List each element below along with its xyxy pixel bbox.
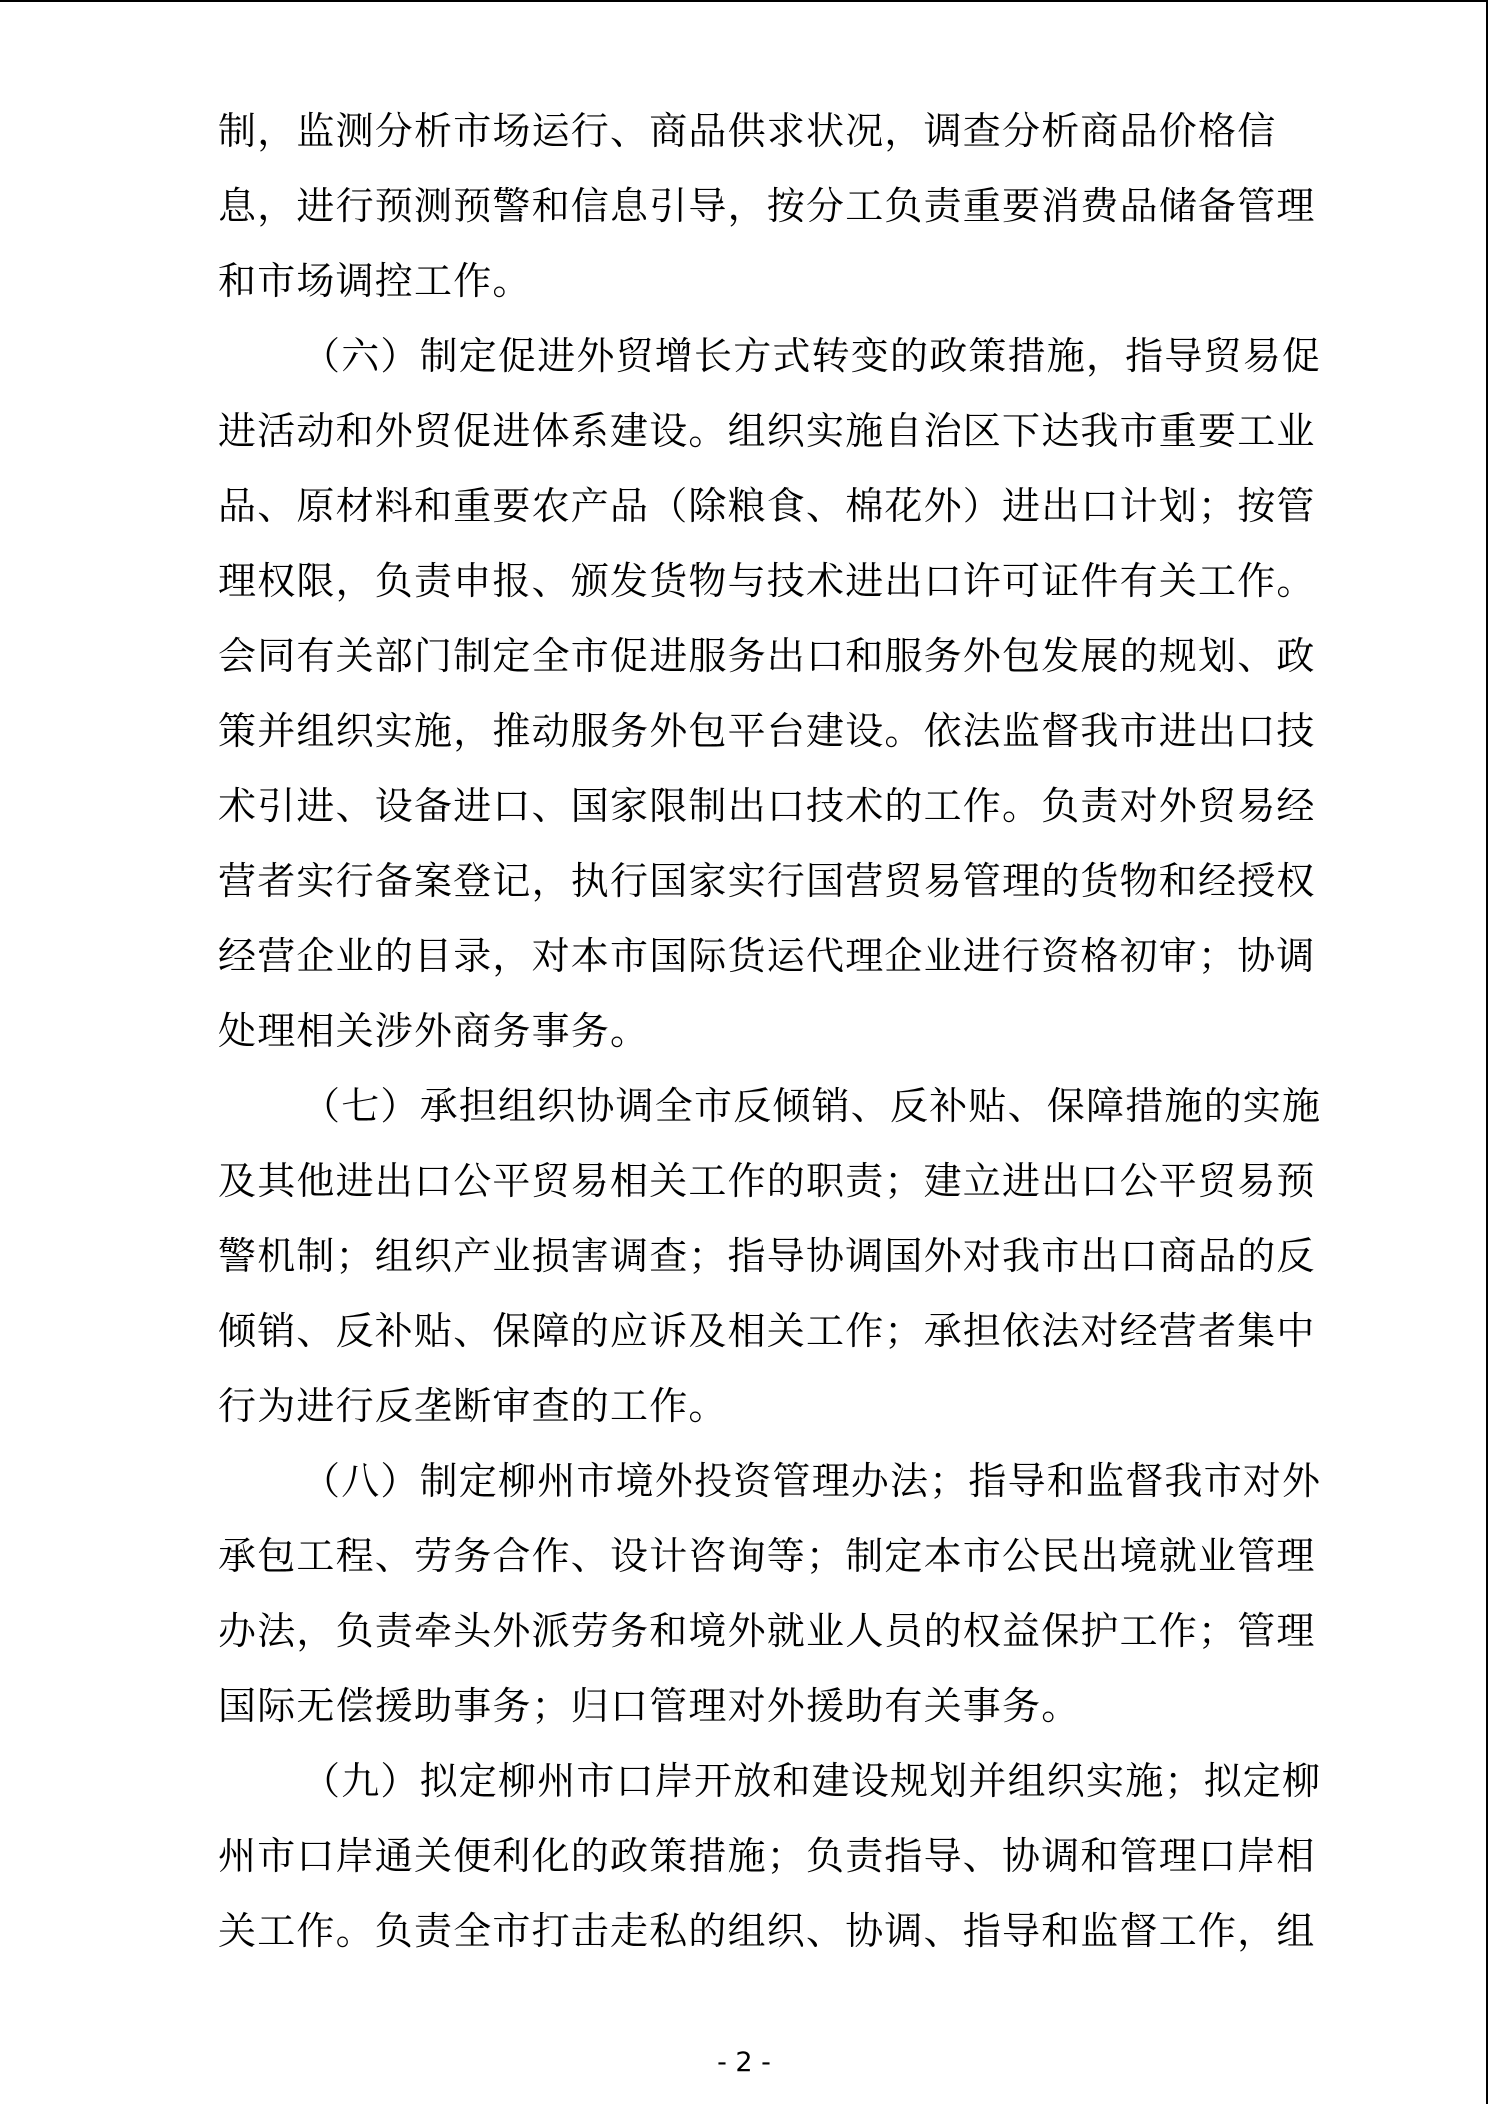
paragraph-start-7: （七）承担组织协调全市反倾销、反补贴、保障措施的实施 [302,1084,1322,1128]
text-line: 和市场调控工作。 [218,259,532,303]
text-line: 处理相关涉外商务事务。 [218,1009,650,1053]
text-line: 承包工程、劳务合作、设计咨询等；制定本市公民出境就业管理 [218,1534,1316,1578]
text-line: 息，进行预测预警和信息引导，按分工负责重要消费品储备管理 [218,184,1316,228]
page-number: - 2 - [717,2047,771,2078]
text-line: 警机制；组织产业损害调查；指导协调国外对我市出口商品的反 [218,1234,1316,1278]
paragraph-start-8: （八）制定柳州市境外投资管理办法；指导和监督我市对外 [302,1459,1322,1503]
text-line: 经营企业的目录，对本市国际货运代理企业进行资格初审；协调 [218,934,1316,978]
text-line: 及其他进出口公平贸易相关工作的职责；建立进出口公平贸易预 [218,1159,1316,1203]
text-line: 制，监测分析市场运行、商品供求状况，调查分析商品价格信 [218,109,1277,153]
text-line: 理权限，负责申报、颁发货物与技术进出口许可证件有关工作。 [218,559,1316,603]
text-line: 品、原材料和重要农产品（除粮食、棉花外）进出口计划；按管 [218,484,1316,528]
text-line: 策并组织实施，推动服务外包平台建设。依法监督我市进出口技 [218,709,1316,753]
text-line: 州市口岸通关便利化的政策措施；负责指导、协调和管理口岸相 [218,1834,1316,1878]
document-body [218,94,1322,1969]
text-line: 倾销、反补贴、保障的应诉及相关工作；承担依法对经营者集中 [218,1309,1316,1353]
text-line: 术引进、设备进口、国家限制出口技术的工作。负责对外贸易经 [218,784,1316,828]
text-line: 会同有关部门制定全市促进服务出口和服务外包发展的规划、政 [218,634,1316,678]
text-line: 进活动和外贸促进体系建设。组织实施自治区下达我市重要工业 [218,409,1316,453]
text-line: 国际无偿援助事务；归口管理对外援助有关事务。 [218,1684,1081,1728]
text-line: 关工作。负责全市打击走私的组织、协调、指导和监督工作，组 [218,1909,1316,1953]
paragraph-start-6: （六）制定促进外贸增长方式转变的政策措施，指导贸易促 [302,334,1322,378]
paragraph-start-9: （九）拟定柳州市口岸开放和建设规划并组织实施；拟定柳 [302,1759,1322,1803]
text-line: 行为进行反垄断审查的工作。 [218,1384,728,1428]
text-line: 营者实行备案登记，执行国家实行国营贸易管理的货物和经授权 [218,859,1316,903]
text-line: 办法，负责牵头外派劳务和境外就业人员的权益保护工作；管理 [218,1609,1316,1653]
